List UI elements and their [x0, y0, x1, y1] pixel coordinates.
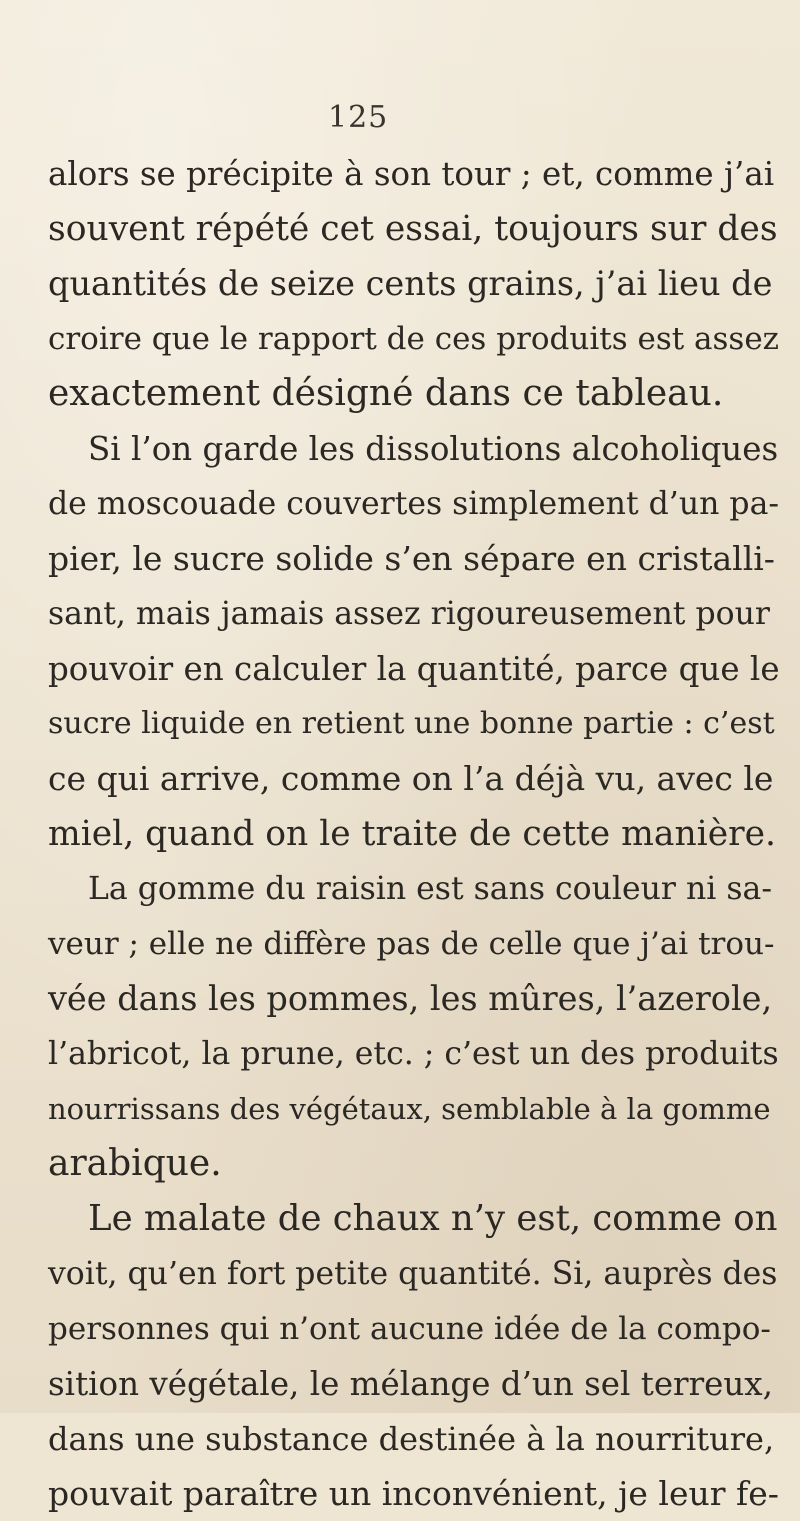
text-line: personnes qui n’ont aucune idée de la compo- — [48, 1311, 771, 1347]
page-number: 125 — [328, 100, 389, 135]
text-line: pouvait paraître un inconvénient, je leur fe- — [48, 1474, 779, 1513]
text-line: pouvoir en calculer la quantité, parce que le — [48, 650, 780, 688]
text-line: l’abricot, la prune, etc. ; c’est un des produits — [48, 1036, 779, 1072]
text-line: exactement désigné dans ce tableau. — [48, 373, 724, 414]
text-line: Le malate de chaux n’y est, comme on — [88, 1198, 778, 1239]
text-line: alors se précipite à son tour ; et, comme j’ai — [48, 155, 775, 193]
text-line: miel, quand on le traite de cette manière. — [48, 814, 777, 854]
text-line: sition végétale, le mélange d’un sel terreux, — [48, 1365, 773, 1403]
text-line: pier, le sucre solide s’en sépare en cristalli- — [48, 539, 775, 578]
text-line: voit, qu’en fort petite quantité. Si, auprès des — [48, 1256, 778, 1292]
text-line: veur ; elle ne diffère pas de celle que j’ai trou- — [48, 926, 775, 962]
text-line: croire que le rapport de ces produits est assez — [48, 321, 780, 357]
text-line: Si l’on garde les dissolutions alcoholiques — [88, 430, 779, 468]
text-line: La gomme du raisin est sans couleur ni sa- — [88, 871, 772, 907]
text-line: quantités de seize cents grains, j’ai lieu de — [48, 264, 773, 303]
text-line: nourrissans des végétaux, semblable à la gomme — [48, 1092, 771, 1126]
text-line: de moscouade couvertes simplement d’un pa- — [48, 486, 779, 522]
text-line: sucre liquide en retient une bonne partie : c’est — [48, 706, 775, 741]
text-line: arabique. — [48, 1143, 222, 1184]
text-line: ce qui arrive, comme on l’a déjà vu, avec le — [48, 759, 774, 798]
text-line: vée dans les pommes, les mûres, l’azerole, — [48, 979, 773, 1018]
text-line: sant, mais jamais assez rigoureusement pour — [48, 596, 770, 632]
text-line: souvent répété cet essai, toujours sur des — [48, 209, 778, 249]
text-line: dans une substance destinée à la nourriture, — [48, 1420, 775, 1458]
